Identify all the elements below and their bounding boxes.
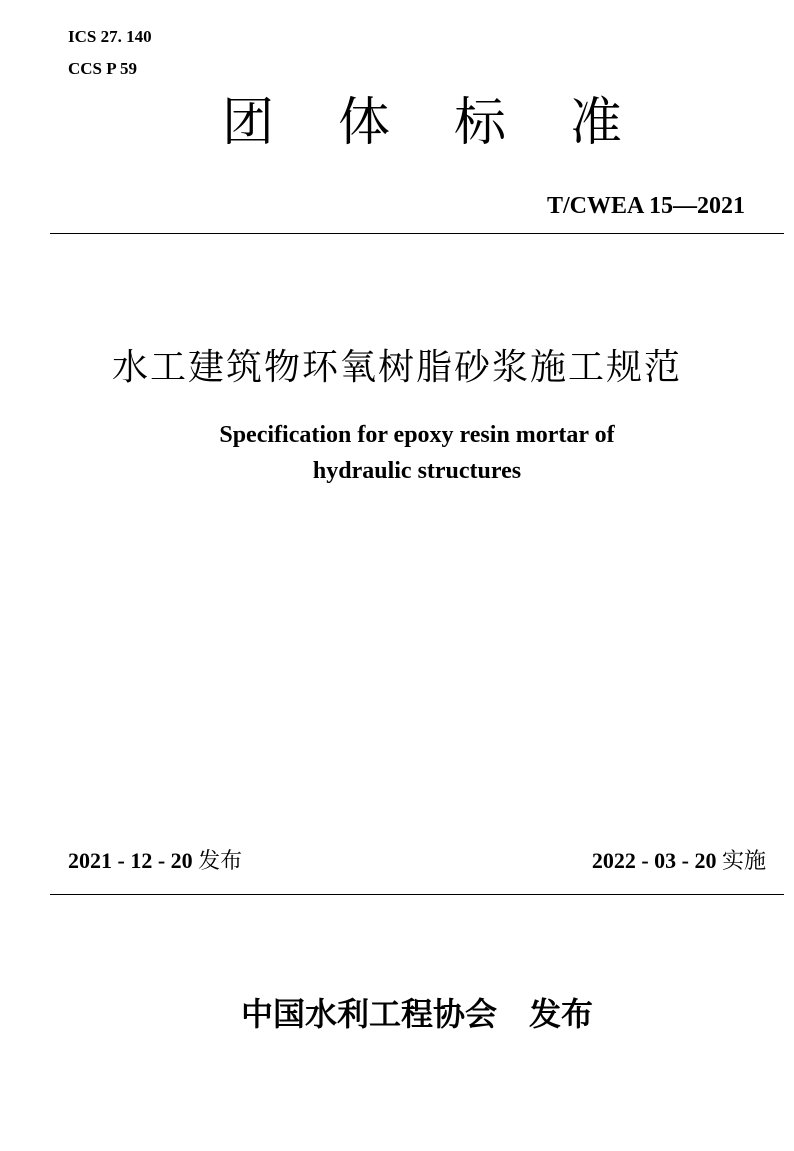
- title-chinese: 水工建筑物环氧树脂砂浆施工规范: [111, 347, 682, 388]
- ics-code: ICS 27. 140: [68, 27, 152, 46]
- top-divider: [50, 233, 784, 234]
- bottom-divider: [50, 894, 784, 895]
- title-english-line1: Specification for epoxy resin mortar of: [219, 422, 615, 448]
- implementation-label: 实施: [721, 849, 766, 874]
- standard-category: [0, 82, 794, 152]
- title-english: [0, 417, 794, 489]
- category-char: 团: [222, 92, 275, 153]
- title-english-line2: hydraulic structures: [312, 458, 522, 484]
- publisher: 中国水利工程协会 发布: [240, 995, 593, 1033]
- category-char: 准: [569, 92, 622, 153]
- category-char: 标: [453, 92, 506, 153]
- implementation-date: [592, 846, 766, 877]
- implementation-date-value: 2022 - 03 - 20: [591, 848, 717, 873]
- issue-date: [68, 846, 242, 877]
- category-char: 体: [337, 92, 390, 153]
- issue-date-value: 2021 - 12 - 20: [68, 848, 193, 873]
- ccs-code: CCS P 59: [68, 59, 137, 78]
- issue-label: 发布: [198, 849, 243, 874]
- standard-code: T/CWEA 15—2021: [546, 193, 745, 219]
